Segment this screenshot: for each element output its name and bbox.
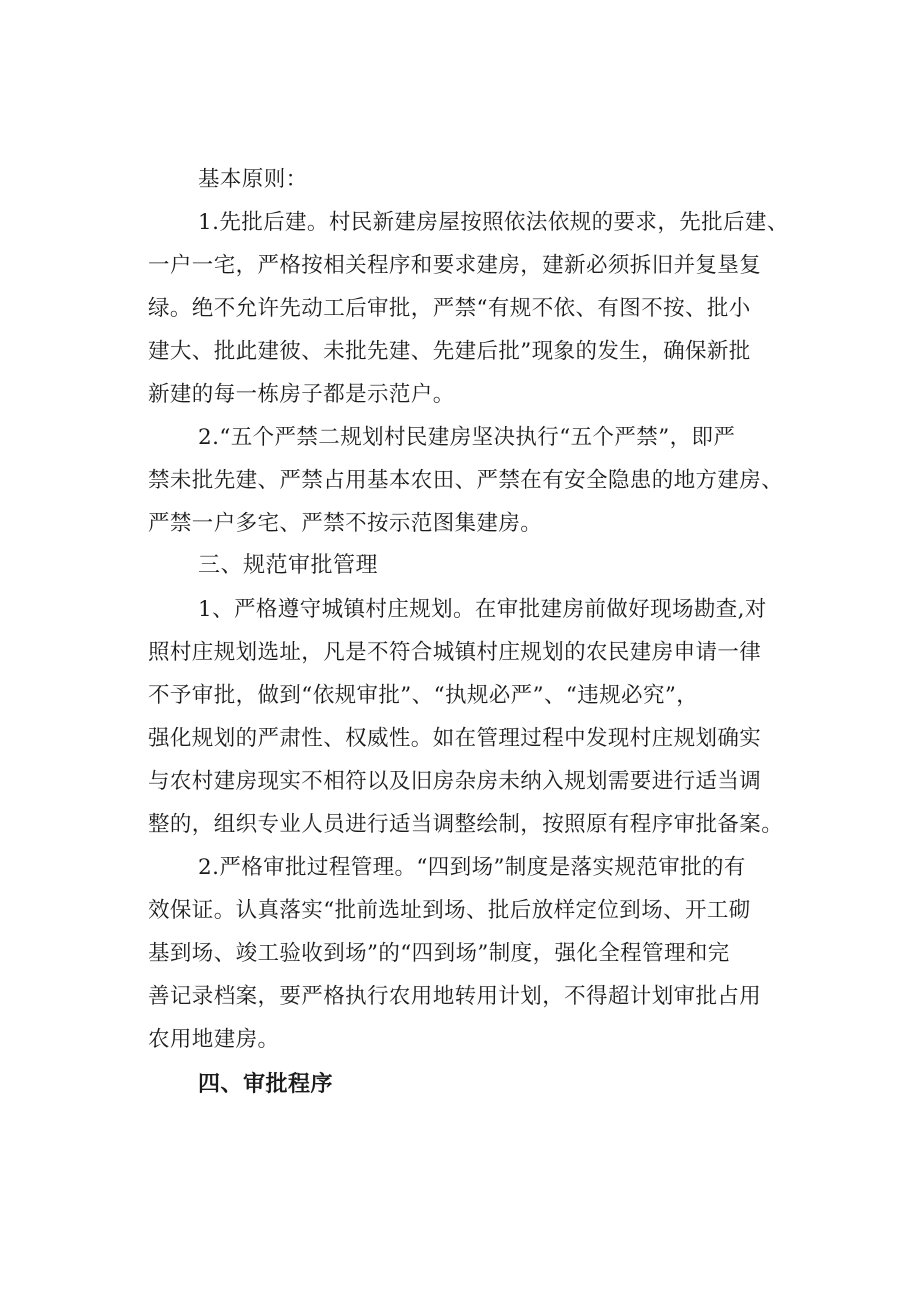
section-3-item-1-line-4: 强化规划的严肃性、权威性。如在管理过程中发现村庄规划确实 (148, 726, 762, 751)
section-3-item-2-line-5: 农用地建房。 (148, 1027, 280, 1052)
section-3-item-2-line-2: 效保证。认真落实“批前选址到场、批后放样定位到场、开工砌 (148, 898, 751, 923)
section-3-item-1-line-6: 整的，组织专业人员进行适当调整绘制，按照原有程序审批备案。 (148, 812, 784, 837)
principle-1-line-5: 新建的每一栋房子都是示范户。 (148, 382, 455, 407)
intro-label: 基本原则： (198, 167, 308, 192)
principle-1-line-4: 建大、批此建彼、未批先建、先建后批”现象的发生，确保新批 (148, 339, 751, 364)
section-3-title: 三、规范审批管理 (198, 553, 379, 578)
section-3-item-2-line-1: 2.严格审批过程管理。“四到场”制度是落实规范审批的有 (198, 855, 746, 880)
section-4-title: 四、审批程序 (198, 1072, 334, 1097)
section-3-item-1-line-2: 照村庄规划选址，凡是不符合城镇村庄规划的农民建房申请一律 (148, 640, 762, 665)
section-3-item-1-line-3: 不予审批，做到“依规审批”、“执规必严”、“违规必究”， (148, 683, 699, 708)
principle-1-line-3: 绿。绝不允许先动工后审批，严禁“有规不依、有图不按、批小 (148, 296, 751, 321)
principle-1-line-2: 一户一宅，严格按相关程序和要求建房，建新必须拆旧并复垦复 (148, 253, 762, 278)
principle-1-line-1: 1.先批后建。村民新建房屋按照依法依规的要求，先批后建、 (198, 210, 789, 235)
principle-2-line-2: 禁未批先建、严禁占用基本农田、严禁在有安全隐患的地方建房、 (148, 468, 784, 493)
section-3-item-2-line-3: 基到场、竣工验收到场”的“四到场”制度，强化全程管理和完 (148, 941, 730, 966)
section-3-item-1-line-1: 1、严格遵守城镇村庄规划。在审批建房前做好现场勘查,对 (198, 597, 767, 622)
section-3-item-2-line-4: 善记录档案，要严格执行农用地转用计划，不得超计划审批占用 (148, 984, 762, 1009)
section-3-item-1-line-5: 与农村建房现实不相符以及旧房杂房未纳入规划需要进行适当调 (148, 769, 762, 794)
principle-2-line-1: 2.“五个严禁二规划村民建房坚决执行“五个严禁”，即严 (198, 425, 736, 450)
principle-2-line-3: 严禁一户多宅、严禁不按示范图集建房。 (148, 511, 543, 536)
